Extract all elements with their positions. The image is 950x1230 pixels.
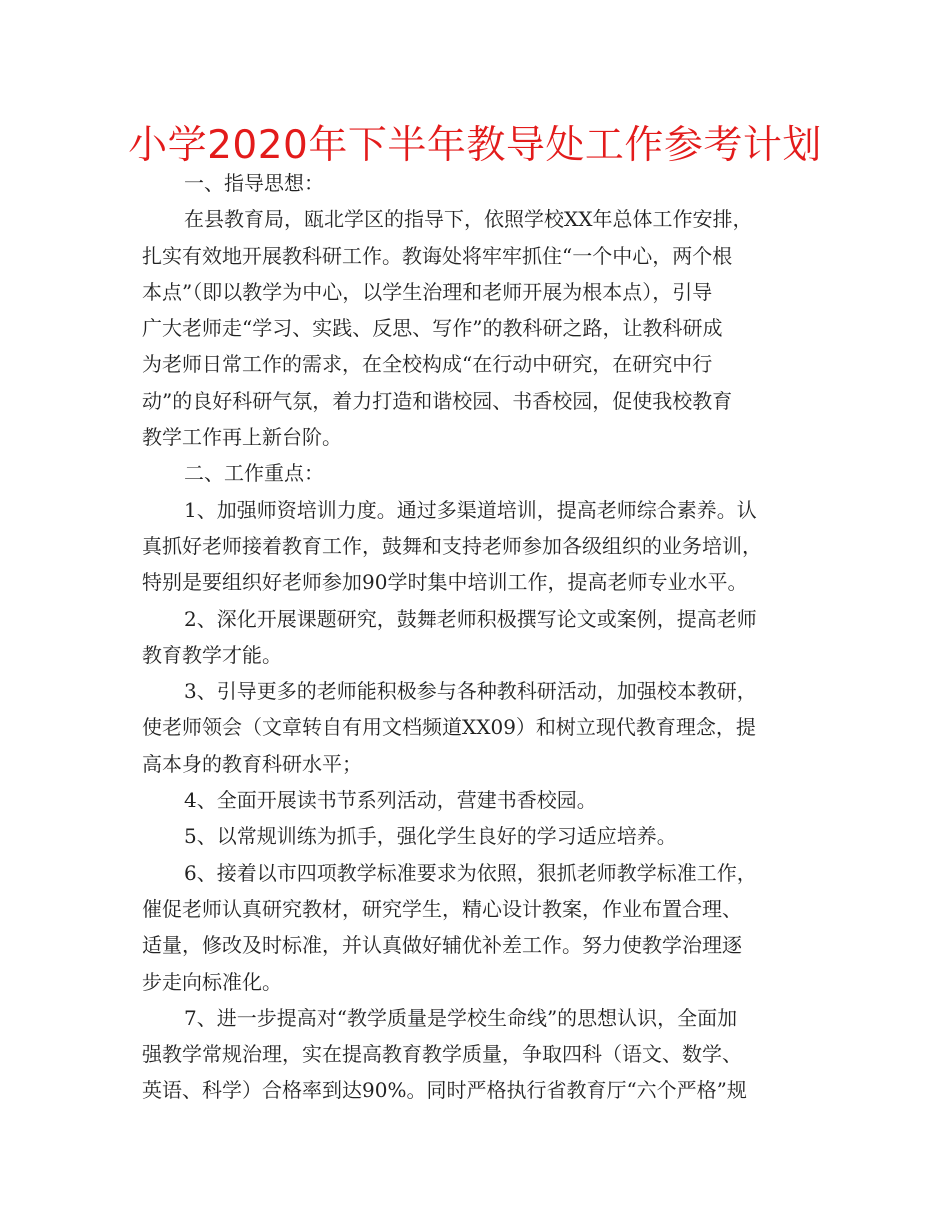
document-title: 小学2020年下半年教导处工作参考计划 <box>128 123 822 168</box>
paragraph-line: 5、以常规训练为抓手，强化学生良好的学习适应培养。 <box>184 824 677 849</box>
paragraph-line: 高本身的教育科研水平； <box>142 751 362 776</box>
paragraph-line: 使老师领会（文章转自有用文档频道XX09）和树立现代教育理念，提 <box>142 715 756 740</box>
paragraph-line: 步走向标准化。 <box>142 969 282 994</box>
paragraph-line: 催促老师认真研究教材，研究学生，精心设计教案，作业布置合理、 <box>142 896 742 921</box>
paragraph-line: 2、深化开展课题研究，鼓舞老师积极撰写论文或案例，提高老师 <box>184 606 757 631</box>
document-body <box>142 165 814 1109</box>
paragraph-line: 英语、科学）合格率到达90%。同时严格执行省教育厅“六个严格”规 <box>142 1078 747 1103</box>
paragraph-line: 1、加强师资培训力度。通过多渠道培训，提高老师综合素养。认 <box>184 497 757 522</box>
paragraph-line: 本点”（即以教学为中心，以学生治理和老师开展为根本点），引导 <box>142 279 713 304</box>
paragraph-line: 4、全面开展读书节系列活动，营建书香校园。 <box>184 788 597 813</box>
paragraph-line: 为老师日常工作的需求，在全校构成“在行动中研究，在研究中行 <box>142 352 713 377</box>
paragraph-line: 在县教育局，瓯北学区的指导下，依照学校XX年总体工作安排， <box>184 207 753 232</box>
paragraph-line: 广大老师走“学习、实践、反思、写作”的教科研之路，让教科研成 <box>142 316 723 341</box>
paragraph-line: 特别是要组织好老师参加90学时集中培训工作，提高老师专业水平。 <box>142 570 748 595</box>
section-heading: 一、指导思想： <box>184 171 324 195</box>
paragraph-line: 教育教学才能。 <box>142 642 282 667</box>
paragraph-line: 3、引导更多的老师能积极参与各种教科研活动，加强校本教研， <box>184 679 757 704</box>
paragraph-line: 教学工作再上新台阶。 <box>142 425 342 450</box>
paragraph-line: 动”的良好科研气氛，着力打造和谐校园、书香校园，促使我校教育 <box>142 388 733 413</box>
paragraph-line: 强教学常规治理，实在提高教育教学质量，争取四科（语文、数学、 <box>142 1042 742 1067</box>
paragraph-line: 7、进一步提高对“教学质量是学校生命线”的思想认识，全面加 <box>184 1005 738 1030</box>
paragraph-line: 适量，修改及时标准，并认真做好辅优补差工作。努力使教学治理逐 <box>142 933 742 958</box>
paragraph-line: 真抓好老师接着教育工作，鼓舞和支持老师参加各级组织的业务培训， <box>142 533 762 558</box>
paragraph-line: 6、接着以市四项教学标准要求为依照，狠抓老师教学标准工作， <box>184 860 757 885</box>
section-heading: 二、工作重点： <box>184 461 324 486</box>
paragraph-line: 扎实有效地开展教科研工作。教诲处将牢牢抓住“一个中心，两个根 <box>142 243 733 268</box>
